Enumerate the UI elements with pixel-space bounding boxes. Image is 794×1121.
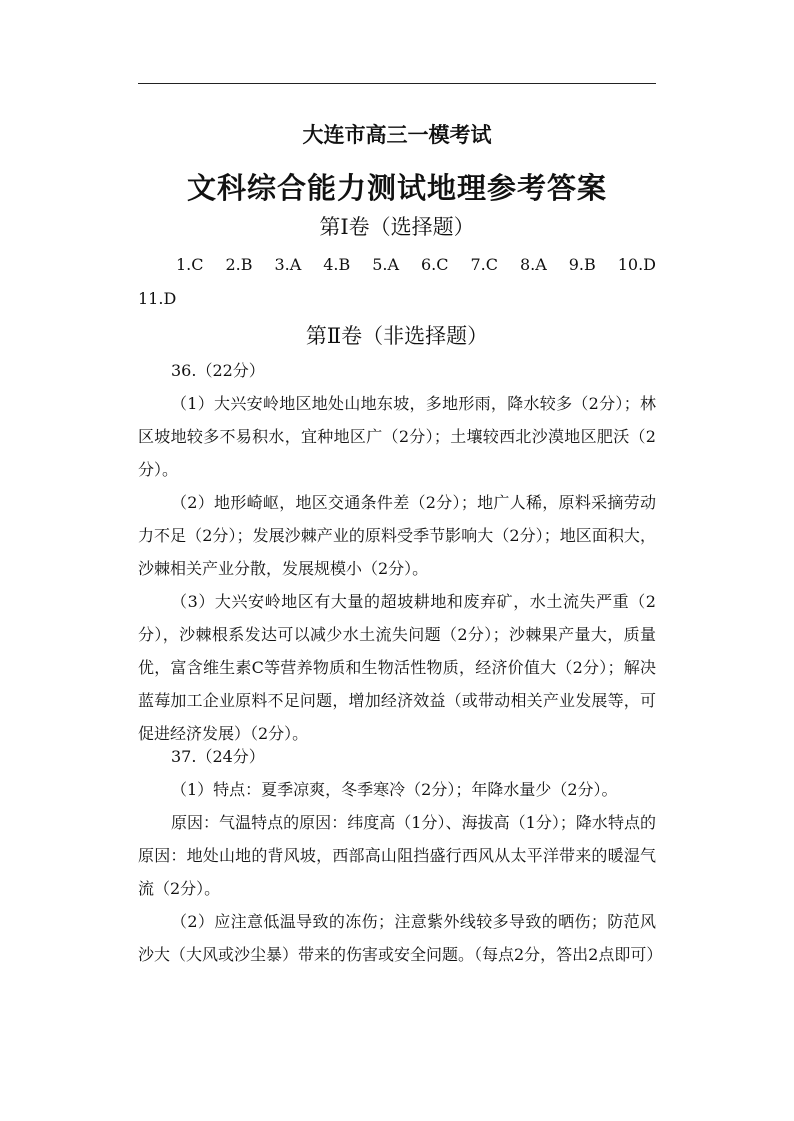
q36-answer-1: （1）大兴安岭地区地处山地东坡，多地形雨，降水较多（2分）；林区坡地较多不易积水，宜种地区广（2分）；土壤较西北沙漠地区肥沃（2分）。 [138, 394, 656, 479]
q36-answer-3: （3）大兴安岭地区有大量的超坡耕地和废弃矿，水土流失严重（2分），沙棘根系发达可以减少水土流失问题（2分）；沙棘果产量大，质量优，富含维生素C等营养物质和生物活性物质，经济价值大（2分）；解决蓝莓加工企业原料不足问题，增加经济效益（或带动相关产业发展等，可促进经济发展）（2分）。 [138, 592, 656, 743]
question-37 [138, 740, 663, 971]
header-rule [138, 83, 656, 84]
multiple-choice-answers: 1.C 2.B 3.A 4.B 5.A 6.C 7.C 8.A 9.B 10.D 11.D [138, 255, 673, 308]
answer-key-title: 文科综合能力测试地理参考答案 [186, 171, 607, 205]
q37-answer-2: （2）应注意低温导致的冻伤；注意紫外线较多导致的晒伤；防范风沙大（大风或沙尘暴）带来的伤害或安全问题。（每点2分，答出2点即可） [138, 912, 663, 964]
q37-reason: 原因：气温特点的原因：纬度高（1分）、海拔高（1分）；降水特点的原因：地处山地的背风坡，西部高山阻挡盛行西风从太平洋带来的暖湿气流（2分）。 [138, 813, 656, 898]
q36-heading: 36.（22分） [171, 361, 265, 380]
part2-heading: 第Ⅱ卷（非选择题） [305, 324, 489, 348]
q36-answer-2: （2）地形崎岖，地区交通条件差（2分）；地广人稀，原料采摘劳动力不足（2分）；发展沙棘产业的原料受季节影响大（2分）；地区面积大，沙棘相关产业分散，发展规模小（2分）。 [138, 493, 656, 578]
q37-heading: 37.（24分） [171, 747, 265, 766]
q37-answer-1: （1）特点：夏季凉爽，冬季寒冷（2分）；年降水量少（2分）。 [171, 780, 618, 799]
exam-title: 大连市高三一模考试 [302, 123, 492, 147]
question-36 [138, 354, 656, 750]
part1-heading: 第Ⅰ卷（选择题） [319, 215, 475, 239]
